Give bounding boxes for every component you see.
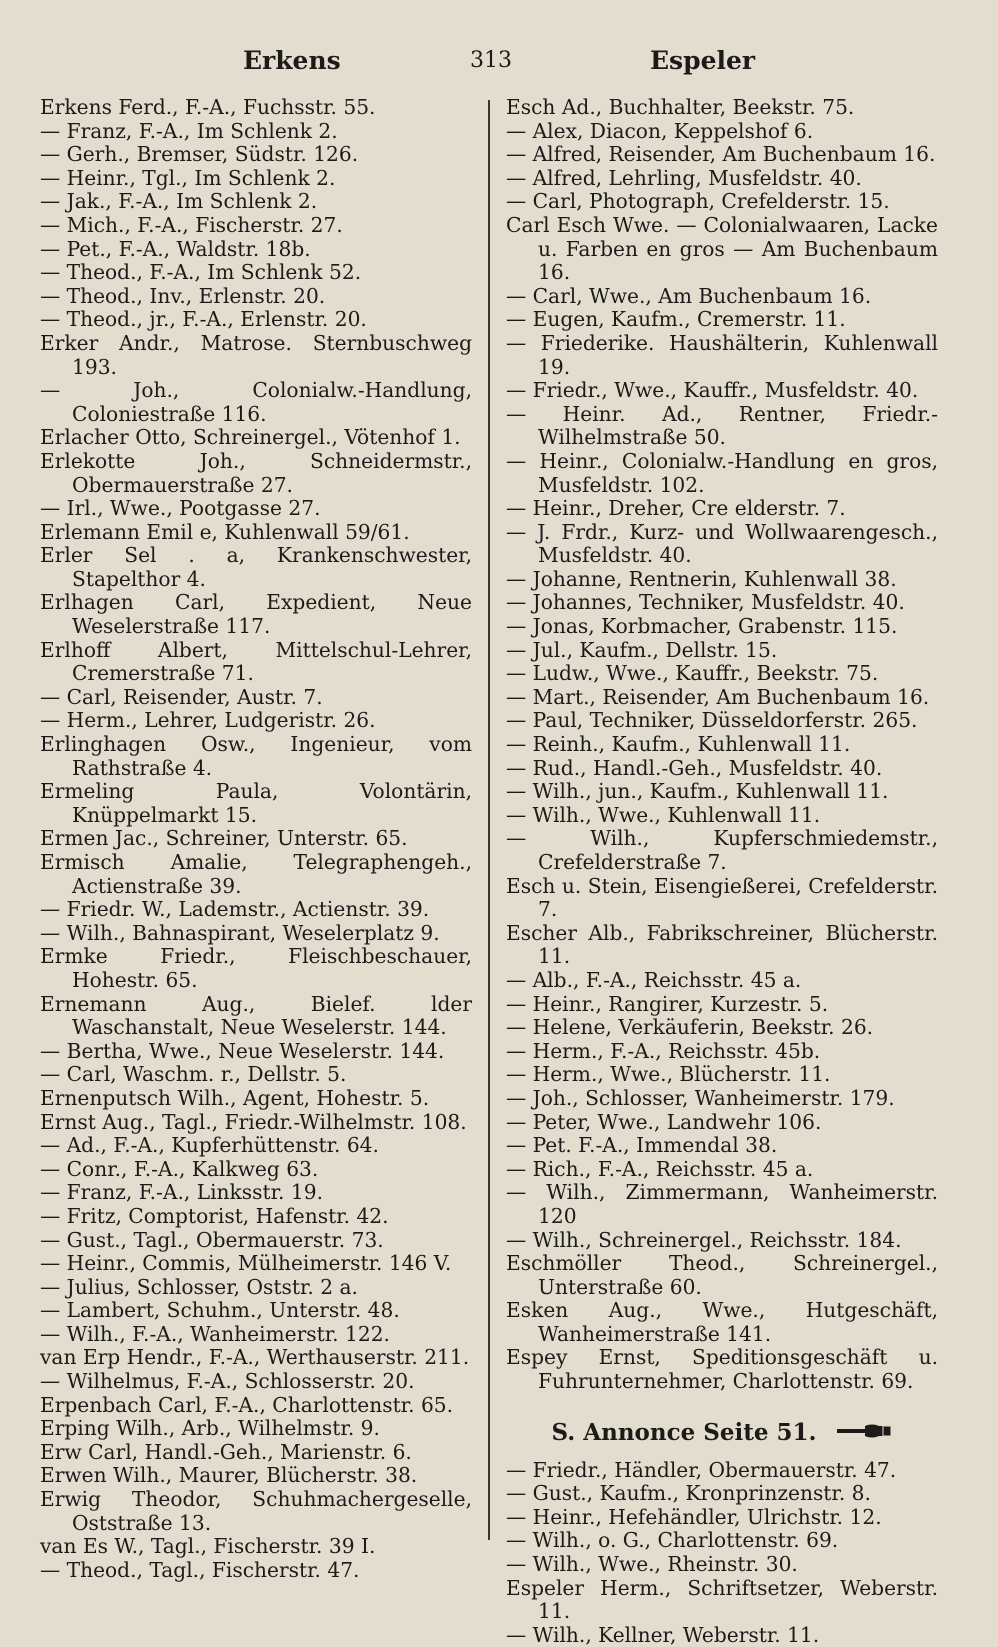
directory-entry: Erping Wilh., Arb., Wilhelmstr. 9. [40, 1416, 380, 1441]
directory-entry: — Reinh., Kaufm., Kuhlenwall 11. [506, 732, 851, 757]
directory-entry: Espeler Herm., Schriftsetzer, Weberstr. 11. [506, 1575, 938, 1624]
directory-entry: — Carl, Reisender, Austr. 7. [40, 684, 323, 709]
directory-entry: — Wilh., F.-A., Wanheimerstr. 122. [40, 1321, 390, 1346]
directory-entry: — Theod., F.-A., Im Schlenk 52. [40, 260, 362, 285]
directory-entry: Ermke Friedr., Fleischbeschauer, Hohestr. 65. [40, 944, 472, 992]
directory-entry: Erker Andr., Matrose. Sternbuschweg 193. [40, 330, 472, 379]
directory-entry: Erlemann Emil e, Kuhlenwall 59/61. [40, 519, 410, 544]
directory-entry: — Paul, Techniker, Düsseldorferstr. 265. [506, 708, 918, 733]
directory-entry: Erw Carl, Handl.-Geh., Marienstr. 6. [40, 1439, 412, 1464]
directory-entry: Ermen Jac., Schreiner, Unterstr. 65. [40, 826, 408, 851]
header-right-word: Espeler [650, 46, 756, 75]
directory-entry: Ermisch Amalie, Telegraphengeh., Actienstraße 39. [40, 850, 472, 898]
directory-entry: Ernenputsch Wilh., Agent, Hohestr. 5. [40, 1085, 430, 1110]
directory-entry: — Jak., F.-A., Im Schlenk 2. [40, 189, 318, 214]
directory-entry: — Joh., Schlosser, Wanheimerstr. 179. [506, 1085, 895, 1110]
directory-entry: — Wilh., o. G., Charlottenstr. 69. [506, 1528, 839, 1553]
directory-entry: — Friedr., Wwe., Kauffr., Musfeldstr. 40. [506, 378, 919, 403]
directory-entry: — Friederike. Haushälterin, Kuhlenwall 19. [506, 330, 938, 379]
directory-entry: — Heinr., Tgl., Im Schlenk 2. [40, 165, 336, 190]
directory-entry: — Heinr., Colonialw.-Handlung en gros, Musfeldstr. 102. [506, 448, 938, 497]
directory-entry: van Erp Hendr., F.-A., Werthauserstr. 211. [40, 1345, 470, 1370]
directory-entry: — Carl, Wwe., Am Buchenbaum 16. [506, 283, 872, 308]
directory-entry: Erlhoff Albert, Mittelschul-Lehrer, Cremerstraße 71. [40, 637, 472, 686]
left-column [40, 96, 472, 1582]
directory-entry: Esch Ad., Buchhalter, Beekstr. 75. [506, 95, 855, 119]
directory-entry: — Heinr., Dreher, Cre elderstr. 7. [506, 496, 846, 521]
directory-entry: — Wilh., Wwe., Rheinstr. 30. [506, 1552, 798, 1577]
directory-entry: Eschmöller Theod., Schreinergel., Unterstraße 60. [506, 1251, 938, 1299]
directory-entry: Erlacher Otto, Schreinergel., Vötenhof 1. [40, 425, 461, 450]
directory-entry: — Carl, Waschm. r., Dellstr. 5. [40, 1062, 347, 1087]
right-column [506, 96, 938, 1647]
directory-entry: — Theod., Tagl., Fischerstr. 47. [40, 1557, 360, 1582]
directory-entry: — Julius, Schlosser, Oststr. 2 a. [40, 1274, 358, 1299]
directory-entry: — Friedr. W., Lademstr., Actienstr. 39. [40, 897, 430, 922]
directory-entry: — Wilhelmus, F.-A., Schlosserstr. 20. [40, 1369, 415, 1394]
directory-entry: — Franz, F.-A., Im Schlenk 2. [40, 118, 338, 143]
directory-entry: — Wilh., jun., Kaufm., Kuhlenwall 11. [506, 779, 889, 804]
directory-entry: Esken Aug., Wwe., Hutgeschäft, Wanheimerstraße 141. [506, 1298, 938, 1346]
directory-entry: — Gust., Kaufm., Kronprinzenstr. 8. [506, 1481, 871, 1506]
directory-entry: Erler Sel . a, Krankenschwester, Stapelthor 4. [40, 543, 472, 591]
directory-entry: — Wilh., Schreinergel., Reichsstr. 184. [506, 1227, 902, 1252]
directory-entry: — Conr., F.-A., Kalkweg 63. [40, 1156, 319, 1181]
header-left-word: Erkens [243, 46, 341, 75]
directory-entry: — Rich., F.-A., Reichsstr. 45 a. [506, 1156, 814, 1181]
directory-entry: — Peter, Wwe., Landwehr 106. [506, 1109, 822, 1134]
pointing-hand-icon [835, 1421, 893, 1447]
directory-entry: — Wilh., Kellner, Weberstr. 11. [506, 1622, 820, 1647]
directory-entry: — Jul., Kaufm., Dellstr. 15. [506, 637, 778, 662]
directory-entry: — Wilh., Bahnaspirant, Weselerplatz 9. [40, 920, 440, 945]
directory-entry: Carl Esch Wwe. — Colonialwaaren, Lacke u. Farben en gros — Am Buchenbaum 16. [506, 212, 938, 285]
directory-entry: — Wilh., Kupferschmiedemstr., Crefelderstraße 7. [506, 826, 938, 874]
directory-entry: — Heinr. Ad., Rentner, Friedr.-Wilhelmstraße 50. [506, 401, 938, 450]
directory-entry: — Mart., Reisender, Am Buchenbaum 16. [506, 684, 930, 709]
directory-entry: — Wilh., Zimmermann, Wanheimerstr. 120 [506, 1180, 938, 1228]
directory-entry: — Pet., F.-A., Waldstr. 18b. [40, 236, 311, 261]
directory-entry: — Alfred, Reisender, Am Buchenbaum 16. [506, 142, 936, 167]
directory-entry: Erlekotte Joh., Schneidermstr., Obermauerstraße 27. [40, 448, 472, 497]
directory-entry: Erwen Wilh., Maurer, Blücherstr. 38. [40, 1463, 418, 1488]
directory-entry: — Alb., F.-A., Reichsstr. 45 a. [506, 967, 802, 992]
right-column-bottom [506, 1459, 938, 1647]
directory-entry: — Heinr., Rangirer, Kurzestr. 5. [506, 991, 829, 1016]
right-column-top [506, 96, 938, 1394]
directory-entry: Erlhagen Carl, Expedient, Neue Weselerstraße 117. [40, 590, 472, 639]
directory-entry: Espey Ernst, Speditionsgeschäft u. Fuhrunternehmer, Charlottenstr. 69. [506, 1345, 938, 1394]
directory-entry: — Rud., Handl.-Geh., Musfeldstr. 40. [506, 755, 883, 780]
directory-entry: — Theod., Inv., Erlenstr. 20. [40, 283, 326, 308]
directory-entry: — Fritz, Comptorist, Hafenstr. 42. [40, 1203, 389, 1228]
directory-entry: — Herm., Lehrer, Ludgeristr. 26. [40, 708, 376, 733]
directory-entry: — Eugen, Kaufm., Cremerstr. 11. [506, 307, 846, 332]
directory-entry: — Heinr., Hefehändler, Ulrichstr. 12. [506, 1504, 882, 1529]
directory-entry: Erkens Ferd., F.-A., Fuchsstr. 55. [40, 95, 376, 119]
directory-entry: — Gust., Tagl., Obermauerstr. 73. [40, 1227, 384, 1252]
advertisement-notice [506, 1420, 938, 1447]
directory-entry: — Gerh., Bremser, Südstr. 126. [40, 142, 359, 167]
directory-entry: Erlinghagen Osw., Ingenieur, vom Rathstraße 4. [40, 732, 472, 780]
directory-entry: — Pet. F.-A., Immendal 38. [506, 1133, 778, 1158]
directory-entry: — Franz, F.-A., Linksstr. 19. [40, 1180, 323, 1205]
directory-entry: Esch u. Stein, Eisengießerei, Crefelderstr. 7. [506, 873, 938, 922]
directory-entry: — J. Frdr., Kurz- und Wollwaarengesch., Musfeldstr. 40. [506, 519, 938, 568]
notice-text: S. Annonce Seite 51. [551, 1418, 817, 1446]
directory-entry: — Heinr., Commis, Mülheimerstr. 146 V. [40, 1251, 452, 1276]
directory-entry: — Ludw., Wwe., Kauffr., Beekstr. 75. [506, 661, 879, 686]
directory-entry: — Carl, Photograph, Crefelderstr. 15. [506, 189, 890, 214]
directory-entry: — Mich., F.-A., Fischerstr. 27. [40, 212, 343, 237]
directory-entry: — Helene, Verkäuferin, Beekstr. 26. [506, 1015, 874, 1040]
directory-entry: — Joh., Colonialw.-Handlung, Coloniestraße 116. [40, 378, 472, 426]
directory-entry: — Theod., jr., F.-A., Erlenstr. 20. [40, 307, 367, 332]
directory-entry: — Herm., F.-A., Reichsstr. 45b. [506, 1038, 821, 1063]
directory-entry: — Ad., F.-A., Kupferhüttenstr. 64. [40, 1133, 379, 1158]
directory-entry: — Irl., Wwe., Pootgasse 27. [40, 496, 321, 521]
directory-entry: Ernst Aug., Tagl., Friedr.-Wilhelmstr. 108. [40, 1109, 467, 1134]
directory-entry: — Jonas, Korbmacher, Grabenstr. 115. [506, 614, 898, 639]
directory-entry: Erpenbach Carl, F.-A., Charlottenstr. 65. [40, 1392, 454, 1417]
directory-entry: — Alfred, Lehrling, Musfeldstr. 40. [506, 165, 862, 190]
directory-entry: Ernemann Aug., Bielef. lder Waschanstalt, Neue Weselerstr. 144. [40, 991, 472, 1040]
directory-entry: — Alex, Diacon, Keppelshof 6. [506, 118, 814, 143]
directory-entry: Erwig Theodor, Schuhmachergeselle, Oststraße 13. [40, 1487, 472, 1535]
directory-entry: — Johanne, Rentnerin, Kuhlenwall 38. [506, 566, 897, 591]
directory-entry: — Herm., Wwe., Blücherstr. 11. [506, 1062, 831, 1087]
page-header [0, 46, 998, 86]
directory-entry: — Friedr., Händler, Obermauerstr. 47. [506, 1457, 897, 1482]
directory-entry: van Es W., Tagl., Fischerstr. 39 I. [40, 1534, 376, 1559]
directory-entry: — Johannes, Techniker, Musfeldstr. 40. [506, 590, 905, 615]
page-number: 313 [470, 48, 512, 73]
directory-entry: Escher Alb., Fabrikschreiner, Blücherstr. 11. [506, 920, 938, 969]
directory-entry: — Lambert, Schuhm., Unterstr. 48. [40, 1298, 400, 1323]
column-divider [488, 100, 490, 1540]
directory-entry: — Bertha, Wwe., Neue Weselerstr. 144. [40, 1038, 445, 1063]
directory-entry: Ermeling Paula, Volontärin, Knüppelmarkt 15. [40, 779, 472, 827]
directory-entry: — Wilh., Wwe., Kuhlenwall 11. [506, 802, 821, 827]
